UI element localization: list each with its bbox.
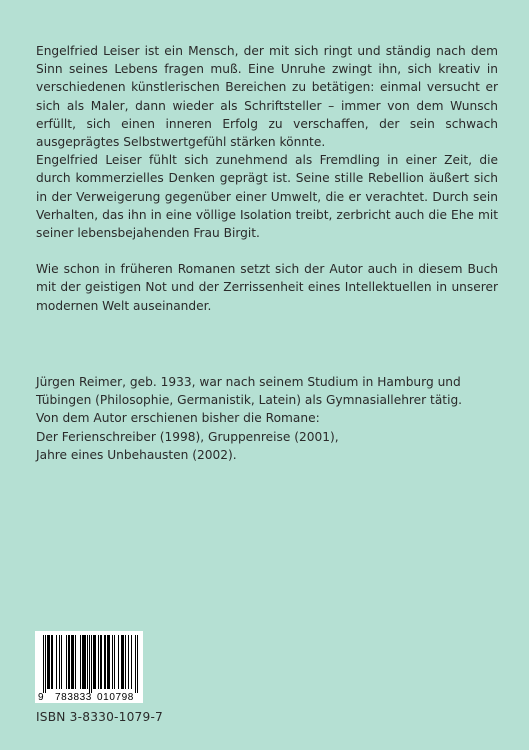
- author-bio-line-5: Jahre eines Unbehausten (2002).: [36, 447, 237, 462]
- barcode-bar: [59, 635, 60, 689]
- barcode-bar: [43, 635, 44, 693]
- blurb-paragraph-3: Wie schon in früheren Romanen setzt sich der Autor auch in diesem Buch mit der geistigen Not und der Zerrissenheit eines Intellektuellen in unserer modernen Welt auseinander.: [36, 262, 498, 313]
- barcode-bar: [128, 635, 129, 689]
- barcode-bar: [135, 635, 136, 693]
- barcode-bar: [114, 635, 115, 689]
- barcode-bar: [83, 635, 84, 689]
- barcode-bar: [118, 635, 119, 689]
- barcode: [35, 631, 143, 703]
- barcode-bar: [137, 635, 138, 693]
- barcode-bar: [48, 635, 49, 689]
- barcode-bar: [107, 635, 108, 689]
- barcode-bar: [101, 635, 102, 689]
- barcode-bar: [91, 635, 92, 693]
- barcode-bar: [68, 635, 69, 689]
- barcode-bar: [98, 635, 99, 689]
- barcode-bars: [43, 635, 138, 693]
- barcode-bar: [75, 635, 76, 689]
- barcode-bar: [47, 635, 48, 689]
- isbn-number: ISBN 3-8330-1079-7: [36, 710, 164, 724]
- barcode-digit-group-1: 783833: [55, 692, 92, 703]
- barcode-bar: [49, 635, 50, 689]
- barcode-bar: [122, 635, 123, 689]
- barcode-bar: [73, 635, 74, 689]
- author-bio: [36, 373, 506, 464]
- barcode-bar: [105, 635, 106, 689]
- barcode-bar: [131, 635, 132, 689]
- barcode-bar: [52, 635, 53, 689]
- barcode-digit-first: 9: [38, 692, 44, 703]
- barcode-bar: [82, 635, 83, 689]
- barcode-bar: [51, 635, 52, 689]
- barcode-bar: [84, 635, 85, 689]
- barcode-bar: [112, 635, 113, 689]
- barcode-bar: [66, 635, 67, 689]
- barcode-bar: [100, 635, 101, 689]
- barcode-bar: [72, 635, 73, 689]
- barcode-bar: [56, 635, 57, 689]
- barcode-bar: [87, 635, 88, 689]
- barcode-bar: [80, 635, 81, 689]
- barcode-graphic: [35, 631, 143, 703]
- barcode-bar: [123, 635, 124, 689]
- barcode-bar: [45, 635, 46, 693]
- barcode-bar: [71, 635, 72, 689]
- barcode-bar: [61, 635, 62, 689]
- blurb-paragraph-1: Engelfried Leiser ist ein Mensch, der mit sich ringt und ständig nach dem Sinn seines Lebens fragen muß. Eine Unruhe zwingt ihn, sich kreativ in verschiedenen künstlerischen Bereichen zu betätigen: einmal versucht er sich als Maler, dann wieder als Schriftsteller – immer von dem Wunsch erfüllt, sich einen inneren Erfolg zu verschaffen, der sein schwach ausgeprägtes Selbstwertgefühl stärken könnte.: [36, 44, 498, 150]
- barcode-bar: [108, 635, 109, 689]
- barcode-bar: [94, 635, 95, 689]
- author-bio-line-4: Der Ferienschreiber (1998), Gruppenreise (2001),: [36, 429, 339, 444]
- barcode-bar: [104, 635, 105, 689]
- barcode-digit-group-2: 010798: [97, 692, 134, 703]
- barcode-bar: [93, 635, 94, 689]
- blurb: [36, 42, 498, 315]
- barcode-bar: [69, 635, 70, 689]
- barcode-bar: [109, 635, 110, 689]
- blurb-paragraph-2: Engelfried Leiser fühlt sich zunehmend als Fremdling in einer Zeit, die durch kommerzielles Denken geprägt ist. Seine stille Rebellion äußert sich in der Verweigerung gegenüber einer Umwelt, die er verachtet. Durch sein Verhalten, das ihn in eine völlige Isolation treibt, zerbricht auch die Ehe mit seiner lebensbejahenden Frau Birgit.: [36, 153, 498, 241]
- author-bio-line-1: Jürgen Reimer, geb. 1933, war nach seinem Studium in Hamburg und: [36, 375, 461, 389]
- author-bio-line-3: Von dem Autor erschienen bisher die Romane:: [36, 411, 320, 426]
- barcode-bar: [89, 635, 90, 693]
- barcode-bar: [85, 635, 86, 689]
- barcode-bar: [125, 635, 126, 689]
- author-bio-line-2: Tübingen (Philosophie, Germanistik, Latein) als Gymnasiallehrer tätig.: [36, 393, 463, 408]
- barcode-bar: [95, 635, 96, 689]
- barcode-bar: [121, 635, 122, 689]
